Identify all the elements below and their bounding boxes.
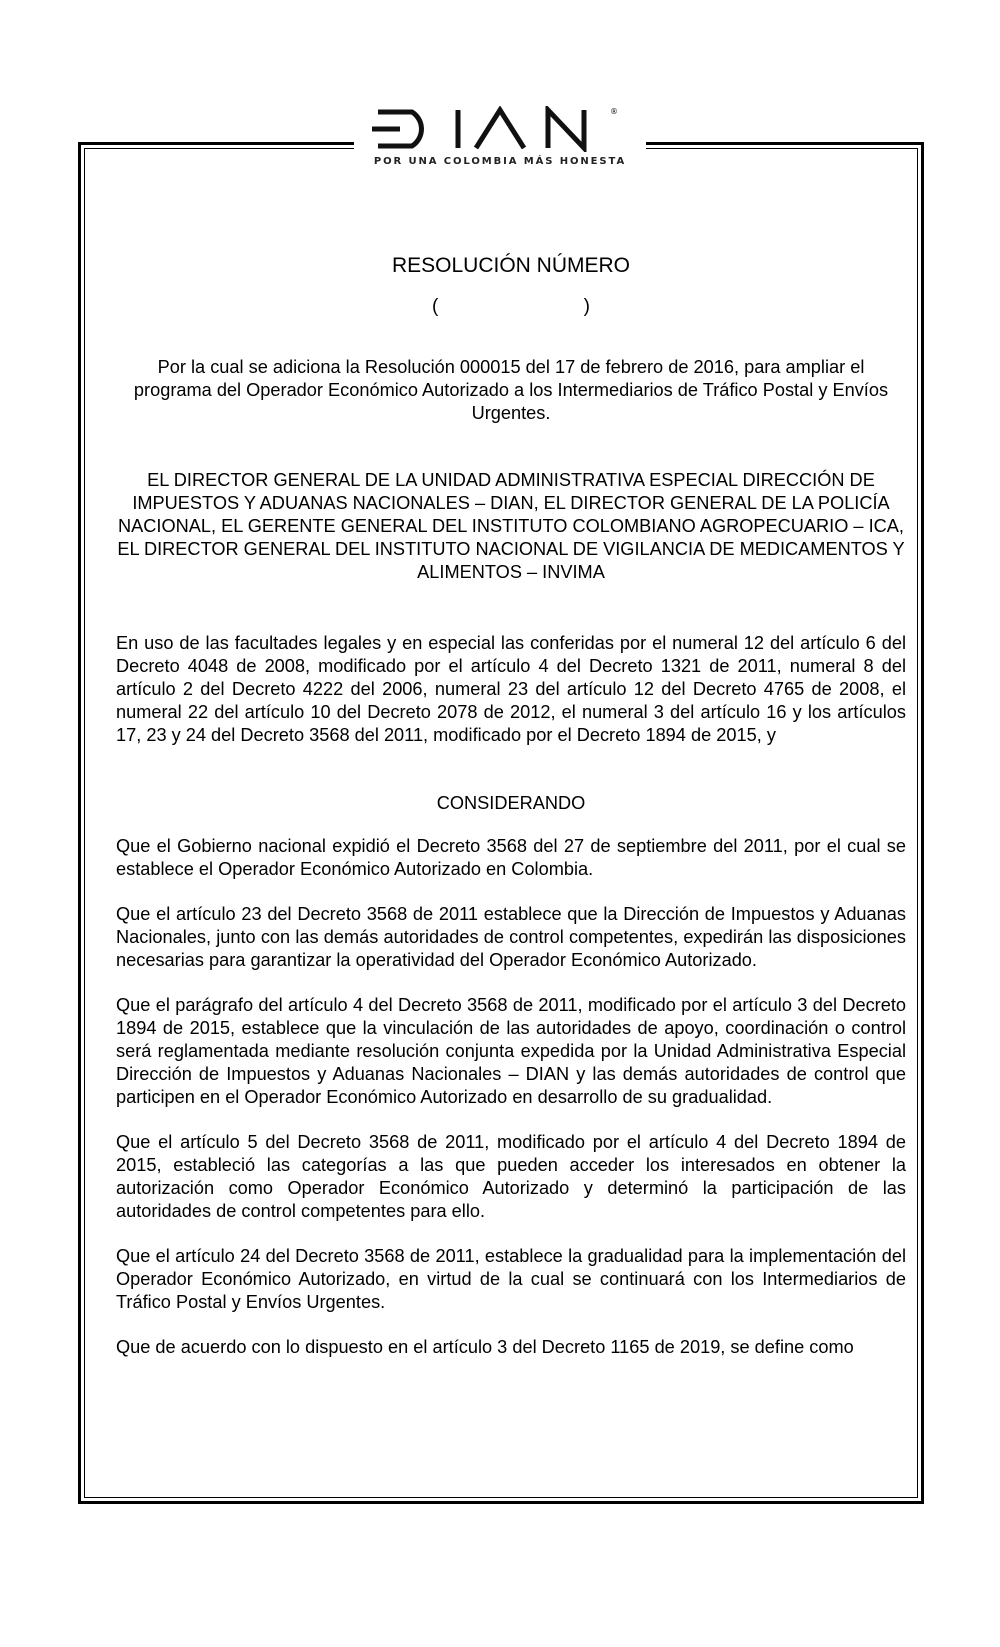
- resolution-title: RESOLUCIÓN NÚMERO: [391, 254, 631, 277]
- considerando-paragraph: Que el artículo 23 del Decreto 3568 de 2011 establece que la Dirección de Impuestos y Aduanas Nacionales, junto con las demás autoridades de control competentes, expedirán las disposiciones necesarias para garantizar la operatividad del Operador Económico Autorizado.: [116, 904, 906, 970]
- dian-wordmark-logo: [372, 106, 628, 152]
- registered-mark: ®: [610, 107, 618, 116]
- resolution-number: [116, 296, 906, 320]
- number-close-paren: ): [583, 296, 590, 317]
- considerando-heading: CONSIDERANDO: [436, 793, 586, 813]
- considerando-paragraph: Que el Gobierno nacional expidió el Decreto 3568 del 27 de septiembre del 2011, por el cual se establece el Operador Económico Autorizado en Colombia.: [116, 836, 906, 879]
- document-body: [116, 254, 906, 1359]
- number-open-paren: (: [432, 296, 439, 317]
- dian-logo: [354, 100, 646, 190]
- considerando-paragraph: Que de acuerdo con lo dispuesto en el artículo 3 del Decreto 1165 de 2019, se define como: [116, 1337, 854, 1357]
- considerando-paragraph: Que el artículo 5 del Decreto 3568 de 2011, modificado por el artículo 4 del Decreto 1894 de 2015, estableció las categorías a las que pueden acceder los interesados en obtener la autorización como Operador Económico Autorizado y determinó la participación de las autoridades de control competentes para ello.: [116, 1132, 906, 1221]
- considerando-paragraph: Que el parágrafo del artículo 4 del Decreto 3568 de 2011, modificado por el artículo 3 del Decreto 1894 de 2015, establece que la vinculación de las autoridades de apoyo, coordinación o control será reglamentada mediante resolución conjunta expedida por la Unidad Administrativa Especial Dirección de Impuestos y Aduanas Nacionales – DIAN y las demás autoridades de control que participen en el Operador Económico Autorizado en desarrollo de su gradualidad.: [116, 995, 906, 1107]
- issuing-authorities: EL DIRECTOR GENERAL DE LA UNIDAD ADMINISTRATIVA ESPECIAL DIRECCIÓN DE IMPUESTOS Y ADUANAS NACIONALES – DIAN, EL DIRECTOR GENERAL DE LA POLICÍA NACIONAL, EL GERENTE GENERAL DEL INSTITUTO COLOMBIANO AGROPECUARIO – ICA, EL DIRECTOR GENERAL DEL INSTITUTO NACIONAL DE VIGILANCIA DE MEDICAMENTOS Y ALIMENTOS – INVIMA: [117, 470, 905, 582]
- logo-tagline: POR UNA COLOMBIA MÁS HONESTA: [373, 156, 627, 167]
- resolution-subject: Por la cual se adiciona la Resolución 000015 del 17 de febrero de 2016, para ampliar el programa del Operador Económico Autorizado a los Intermediarios de Tráfico Postal y Envíos Urgentes.: [133, 357, 889, 423]
- legal-faculties: En uso de las facultades legales y en especial las conferidas por el numeral 12 del artículo 6 del Decreto 4048 de 2008, modificado por el artículo 4 del Decreto 1321 de 2011, numeral 8 del artículo 2 del Decreto 4222 del 2006, numeral 23 del artículo 12 del Decreto 4765 de 2008, el numeral 22 del artículo 10 del Decreto 2078 de 2012, el numeral 3 del artículo 16 y los artículos 17, 23 y 24 del Decreto 3568 del 2011, modificado por el Decreto 1894 de 2015, y: [116, 633, 906, 745]
- considerando-paragraph: Que el artículo 24 del Decreto 3568 de 2011, establece la gradualidad para la implementación del Operador Económico Autorizado, en virtud de la cual se continuará con los Intermediarios de Tráfico Postal y Envíos Urgentes.: [116, 1246, 906, 1312]
